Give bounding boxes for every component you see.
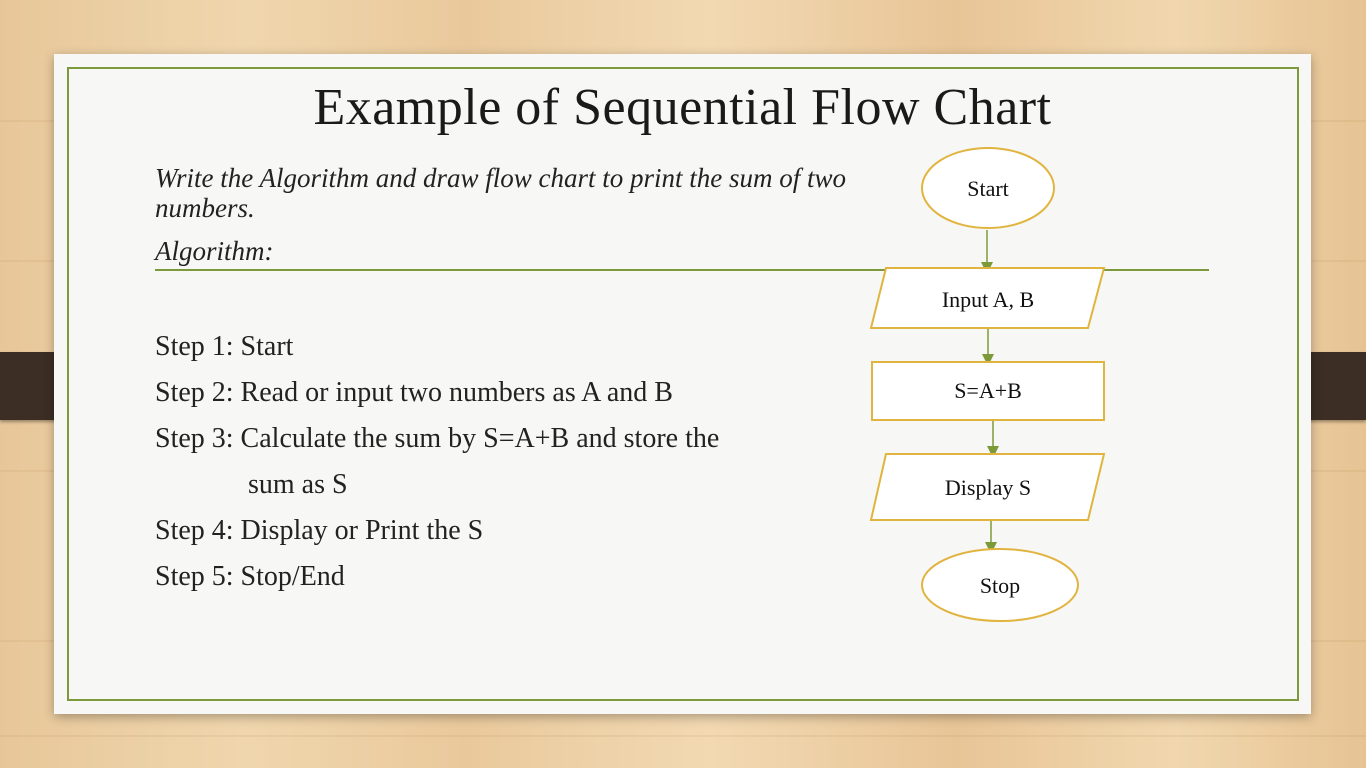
- flow-node-stop: [922, 549, 1078, 621]
- question-text: Write the Algorithm and draw flow chart to print the sum of two numbers.: [155, 163, 847, 223]
- step-3: Step 3: Calculate the sum by S=A+B and store the: [155, 423, 720, 454]
- flow-node-display: [871, 454, 1104, 520]
- flow-node-start: [922, 148, 1054, 228]
- step-5: Step 5: Stop/End: [155, 561, 345, 592]
- flow-node-stop-label: Stop: [979, 573, 1021, 598]
- flow-node-input: [871, 268, 1104, 328]
- step-1: Step 1: Start: [155, 331, 294, 362]
- flow-node-input-label: Input A, B: [941, 287, 1035, 312]
- flow-node-display-label: Display S: [944, 475, 1032, 500]
- flow-node-process-label: S=A+B: [954, 378, 1022, 403]
- step-4: Step 4: Display or Print the S: [155, 515, 484, 546]
- step-3-continuation-text: sum as S: [248, 469, 348, 500]
- algorithm-label: Algorithm:: [155, 236, 274, 266]
- slide-title: Example of Sequential Flow Chart: [313, 79, 1052, 136]
- flowchart: [54, 54, 1311, 714]
- slide: [54, 54, 1311, 714]
- flow-node-process: [872, 362, 1104, 420]
- flow-node-start-label: Start: [967, 176, 1009, 201]
- step-2: Step 2: Read or input two numbers as A and B: [155, 377, 673, 408]
